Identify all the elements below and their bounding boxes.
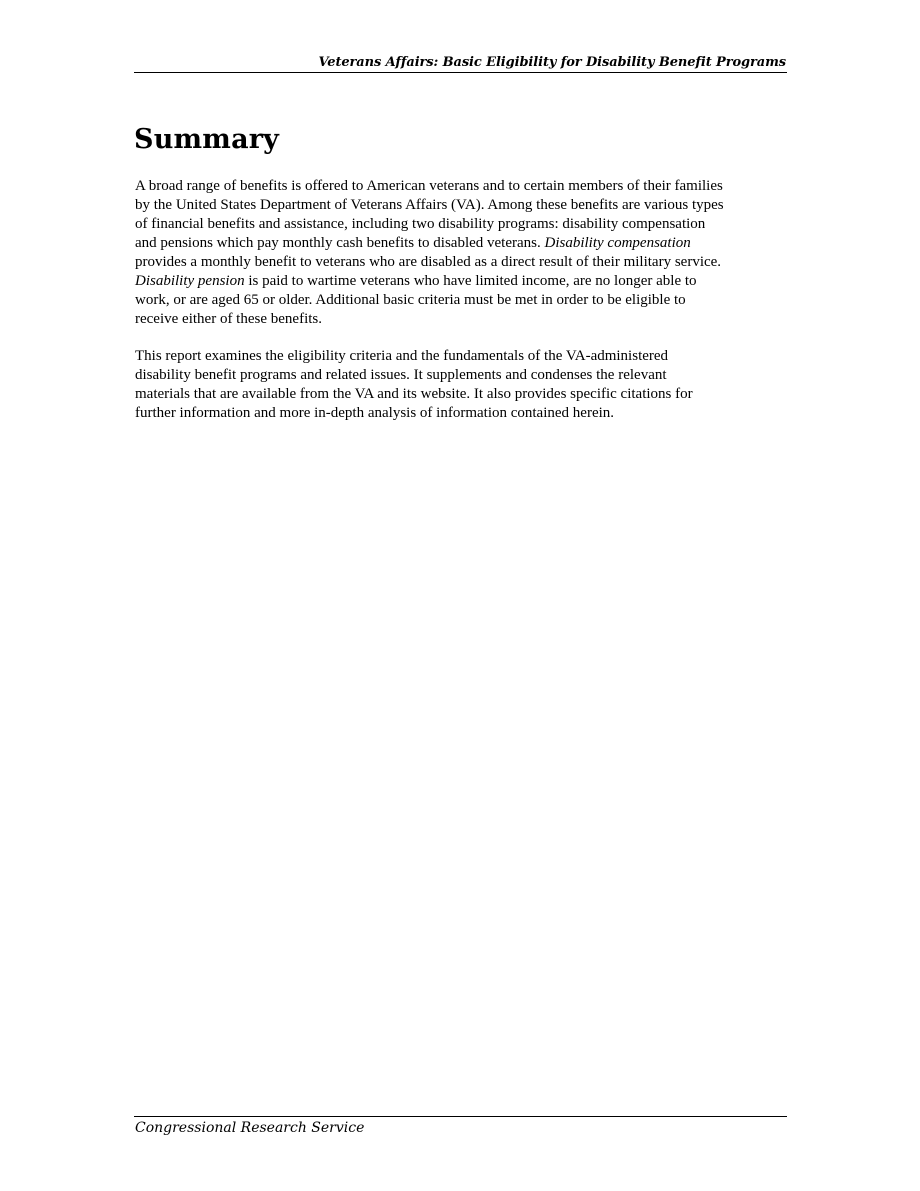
paragraph-line: A broad range of benefits is offered to American veterans and to certain members of their families [135, 178, 723, 194]
footer-divider [134, 1116, 787, 1117]
paragraph-line: and pensions which pay monthly cash benefits to disabled veterans. Disability compensation [135, 235, 691, 251]
paragraph-line: receive either of these benefits. [135, 311, 322, 327]
running-header-title: Veterans Affairs: Basic Eligibility for Disability Benefit Programs [318, 55, 786, 70]
paragraph-line: disability benefit programs and related issues. It supplements and condenses the relevant [135, 367, 667, 383]
paragraph-line: provides a monthly benefit to veterans who are disabled as a direct result of their military service. [135, 254, 722, 270]
paragraph-line: work, or are aged 65 or older. Additional basic criteria must be met in order to be eligible to [135, 292, 686, 308]
term-disability-compensation: Disability compensation [544, 235, 691, 251]
section-heading: Summary [134, 124, 280, 155]
header-divider [134, 72, 787, 73]
paragraph-line: Disability pension is paid to wartime veterans who have limited income, are no longer able to [135, 273, 697, 289]
term-disability-pension: Disability pension [135, 273, 245, 289]
paragraph-line: This report examines the eligibility criteria and the fundamentals of the VA-administered [135, 348, 669, 364]
paragraph-line: further information and more in-depth analysis of information contained herein. [135, 405, 615, 421]
paragraph-line: by the United States Department of Veterans Affairs (VA). Among these benefits are various types [135, 197, 724, 213]
paragraph-line: materials that are available from the VA and its website. It also provides specific citations for [135, 386, 693, 402]
summary-body [135, 177, 790, 441]
summary-paragraph-2 [135, 347, 790, 423]
summary-paragraph-1 [135, 177, 790, 329]
footer-organization: Congressional Research Service [135, 1120, 365, 1136]
paragraph-line: of financial benefits and assistance, including two disability programs: disability compensation [135, 216, 706, 232]
